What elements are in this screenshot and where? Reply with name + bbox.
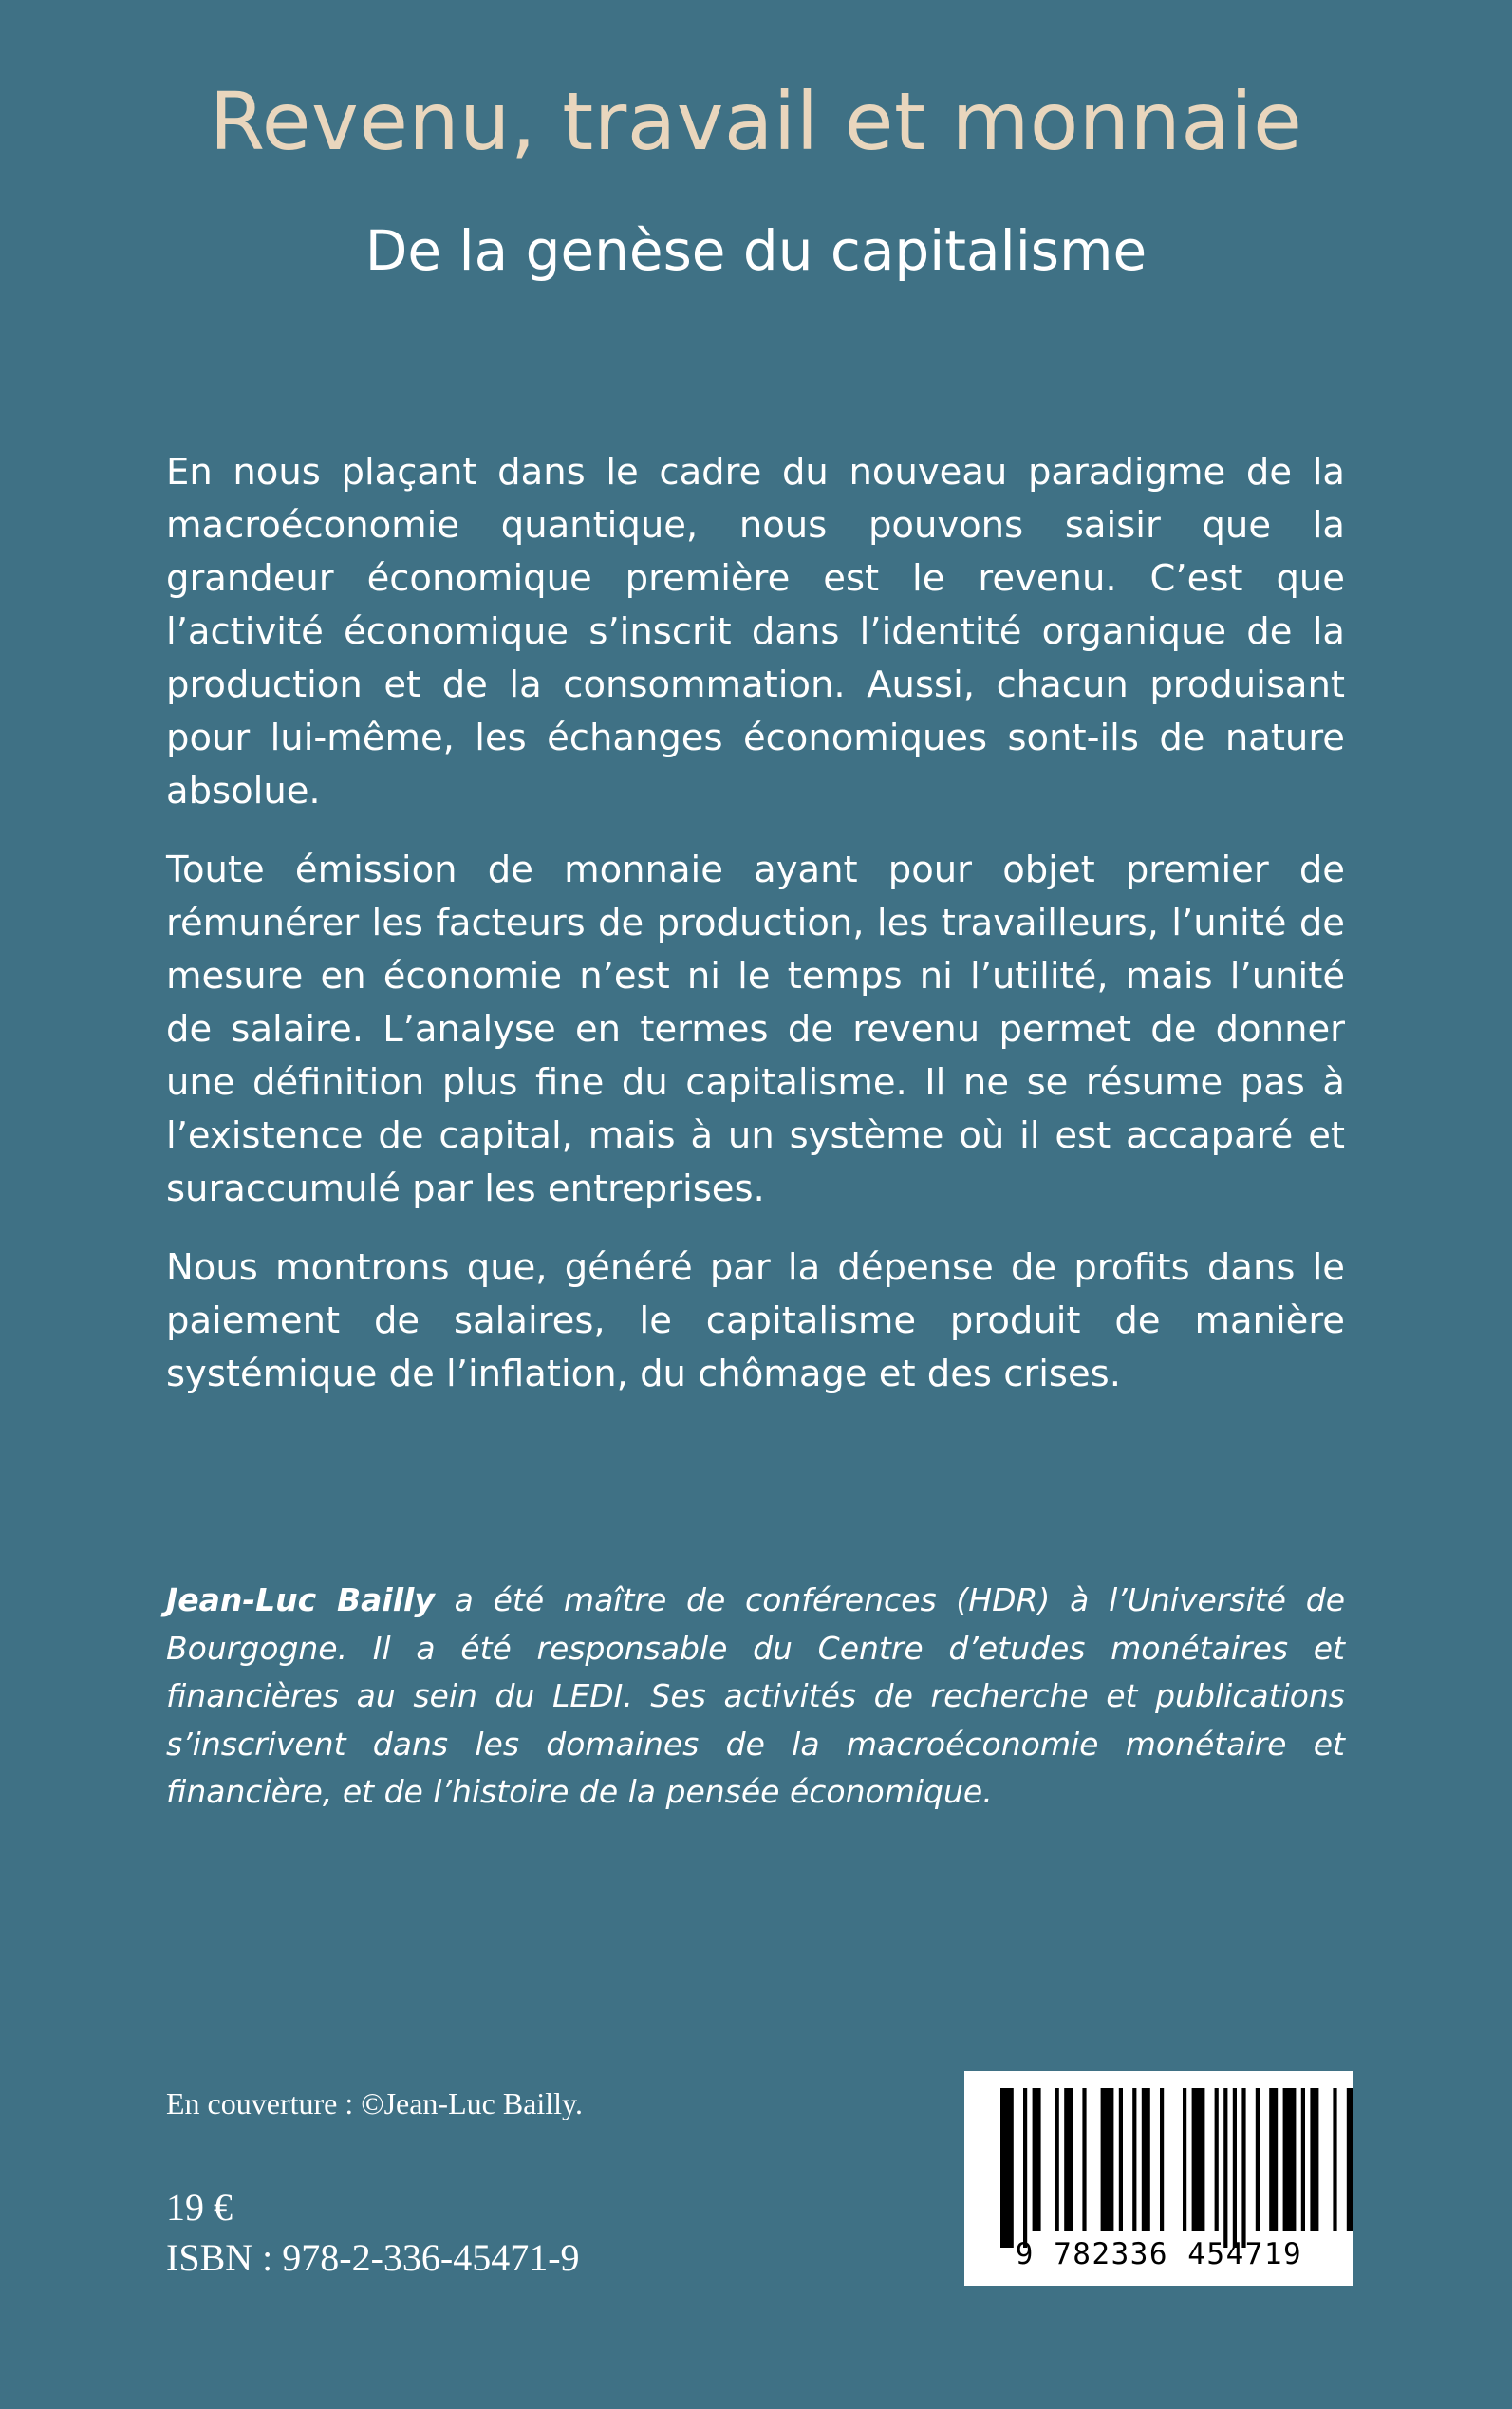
blurb-paragraph: En nous plaçant dans le cadre du nouveau paradigme de la macroéconomie quantique, nous pouvons saisir que la grandeur économique première est le revenu. C’est que l’activité économique s’inscrit dans l’identité organique de la production et de la consommation. Aussi, chacun produisant pour lui-même, les échanges économiques sont-ils de nature absolue. xyxy=(166,451,1345,812)
barcode-bar xyxy=(1132,2088,1136,2231)
barcode-bar xyxy=(1033,2088,1041,2231)
barcode-bar xyxy=(1215,2088,1219,2231)
price: 19 € xyxy=(166,2186,233,2229)
barcode-bar xyxy=(1000,2088,1014,2248)
barcode-bar xyxy=(1269,2088,1278,2231)
barcode-bar xyxy=(1160,2088,1164,2231)
barcode-bar xyxy=(1023,2088,1027,2248)
author-name: Jean-Luc Bailly xyxy=(166,1581,435,1618)
barcode-bar xyxy=(1223,2088,1227,2248)
isbn: ISBN : 978-2-336-45471-9 xyxy=(166,2236,580,2279)
barcode-bar xyxy=(1101,2088,1114,2231)
barcode-bar xyxy=(1347,2088,1353,2231)
barcode-bar xyxy=(1241,2088,1245,2248)
barcode-bar xyxy=(1310,2088,1318,2231)
barcode-bar xyxy=(1192,2088,1205,2231)
barcode-bar xyxy=(1333,2088,1336,2231)
blurb-paragraph: Toute émission de monnaie ayant pour objet premier de rémunérer les facteurs de production, les travailleurs, l’unité de mesure en économie n’est ni le temps ni l’utilité, mais l’unité de salaire. L’analyse en termes de revenu permet de donner une définition plus fine du capitalisme. Il ne se résume pas à l’existence de capital, mais à un système où il est accaparé et suraccumulé par les entreprises. xyxy=(166,849,1345,1210)
barcode-bar xyxy=(1283,2088,1297,2231)
blurb xyxy=(166,446,1345,1427)
book-subtitle: De la genèse du capitalisme xyxy=(364,218,1148,283)
barcode-bar xyxy=(1142,2088,1150,2231)
barcode-bar xyxy=(1183,2088,1186,2231)
barcode-bar xyxy=(1119,2088,1123,2231)
book-title: Revenu, travail et monnaie xyxy=(209,75,1303,168)
blurb-paragraph: Nous montrons que, généré par la dépense de profits dans le paiement de salaires, le capitalisme produit de manière systémique de l’inflation, du chômage et des crises. xyxy=(166,1246,1345,1395)
barcode xyxy=(964,2071,1353,2286)
barcode-bar xyxy=(1055,2088,1059,2231)
barcode-bar xyxy=(1082,2088,1086,2231)
author-bio xyxy=(166,1577,1345,1817)
cover-credit: En couverture : ©Jean-Luc Bailly. xyxy=(166,2086,583,2120)
barcode-bar xyxy=(1233,2088,1237,2248)
barcode-bar xyxy=(1064,2088,1073,2231)
author-bio-text: a été maître de conférences (HDR) à l’Université de Bourgogne. Il a été responsable du Centre d’etudes monétaires et financières au sein du LEDI. Ses activités de recherche et publications s’inscrivent dans les domaines de la macroéconomie monétaire et financière, et de l’histoire de la pensée économique. xyxy=(166,1581,1345,1810)
barcode-digits: 9 782336 454719 xyxy=(1015,2237,1303,2271)
barcode-bar xyxy=(1256,2088,1260,2231)
barcode-bar xyxy=(1301,2088,1305,2231)
